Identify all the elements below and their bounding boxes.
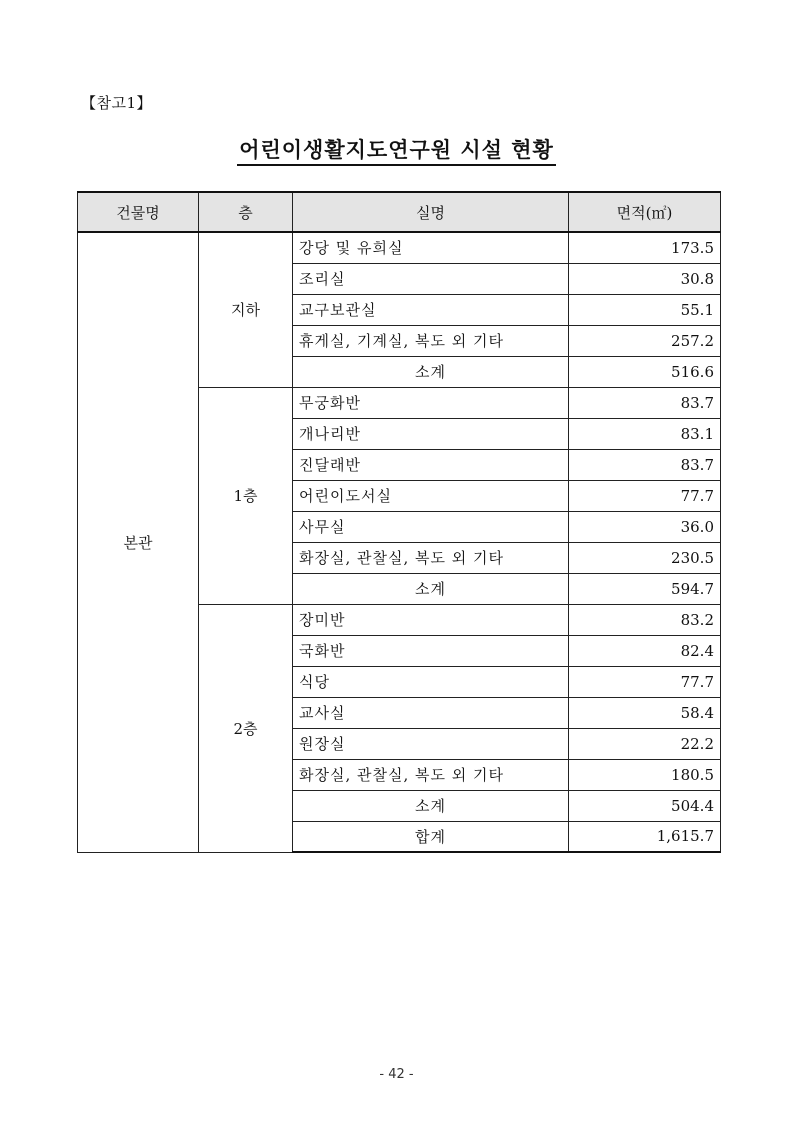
floor-cell: 2층 — [199, 604, 293, 852]
room-area-cell: 83.7 — [569, 387, 721, 418]
room-name-cell: 사무실 — [293, 511, 569, 542]
room-name-cell: 강당 및 유희실 — [293, 232, 569, 263]
room-area-cell: 82.4 — [569, 635, 721, 666]
subtotal-label: 합계 — [293, 821, 569, 852]
room-name-cell: 조리실 — [293, 263, 569, 294]
subtotal-area: 516.6 — [569, 356, 721, 387]
room-name-cell: 어린이도서실 — [293, 480, 569, 511]
subtotal-area: 594.7 — [569, 573, 721, 604]
table-row — [78, 232, 721, 263]
subtotal-label: 소계 — [293, 356, 569, 387]
room-area-cell: 83.2 — [569, 604, 721, 635]
header-floor: 층 — [199, 192, 293, 232]
room-name-cell: 진달래반 — [293, 449, 569, 480]
header-building: 건물명 — [78, 192, 199, 232]
room-name-cell: 화장실, 관찰실, 복도 외 기타 — [293, 759, 569, 790]
room-area-cell: 180.5 — [569, 759, 721, 790]
room-area-cell: 83.1 — [569, 418, 721, 449]
room-name-cell: 원장실 — [293, 728, 569, 759]
facility-table-header — [78, 192, 721, 232]
facility-table-body — [78, 232, 721, 852]
header-row — [78, 192, 721, 232]
document-title — [0, 134, 793, 164]
room-name-cell: 교구보관실 — [293, 294, 569, 325]
subtotal-label: 소계 — [293, 790, 569, 821]
building-cell: 본관 — [78, 232, 199, 852]
room-area-cell: 230.5 — [569, 542, 721, 573]
subtotal-area: 504.4 — [569, 790, 721, 821]
room-name-cell: 장미반 — [293, 604, 569, 635]
room-area-cell: 30.8 — [569, 263, 721, 294]
floor-cell: 지하 — [199, 232, 293, 387]
facility-table — [77, 191, 721, 853]
room-name-cell: 교사실 — [293, 697, 569, 728]
room-area-cell: 55.1 — [569, 294, 721, 325]
room-name-cell: 개나리반 — [293, 418, 569, 449]
header-area: 면적(㎡) — [569, 192, 721, 232]
document-title-text: 어린이생활지도연구원 시설 현황 — [237, 138, 556, 166]
room-area-cell: 257.2 — [569, 325, 721, 356]
room-name-cell: 국화반 — [293, 635, 569, 666]
subtotal-label: 소계 — [293, 573, 569, 604]
reference-tag: 【참고1】 — [81, 94, 153, 112]
room-area-cell: 77.7 — [569, 666, 721, 697]
room-name-cell: 화장실, 관찰실, 복도 외 기타 — [293, 542, 569, 573]
room-area-cell: 173.5 — [569, 232, 721, 263]
page-number: - 42 - — [379, 1067, 414, 1082]
room-name-cell: 식당 — [293, 666, 569, 697]
floor-cell: 1층 — [199, 387, 293, 604]
room-area-cell: 36.0 — [569, 511, 721, 542]
room-area-cell: 22.2 — [569, 728, 721, 759]
header-room: 실명 — [293, 192, 569, 232]
room-name-cell: 휴게실, 기계실, 복도 외 기타 — [293, 325, 569, 356]
room-name-cell: 무궁화반 — [293, 387, 569, 418]
subtotal-area: 1,615.7 — [569, 821, 721, 852]
room-area-cell: 58.4 — [569, 697, 721, 728]
room-area-cell: 83.7 — [569, 449, 721, 480]
room-area-cell: 77.7 — [569, 480, 721, 511]
